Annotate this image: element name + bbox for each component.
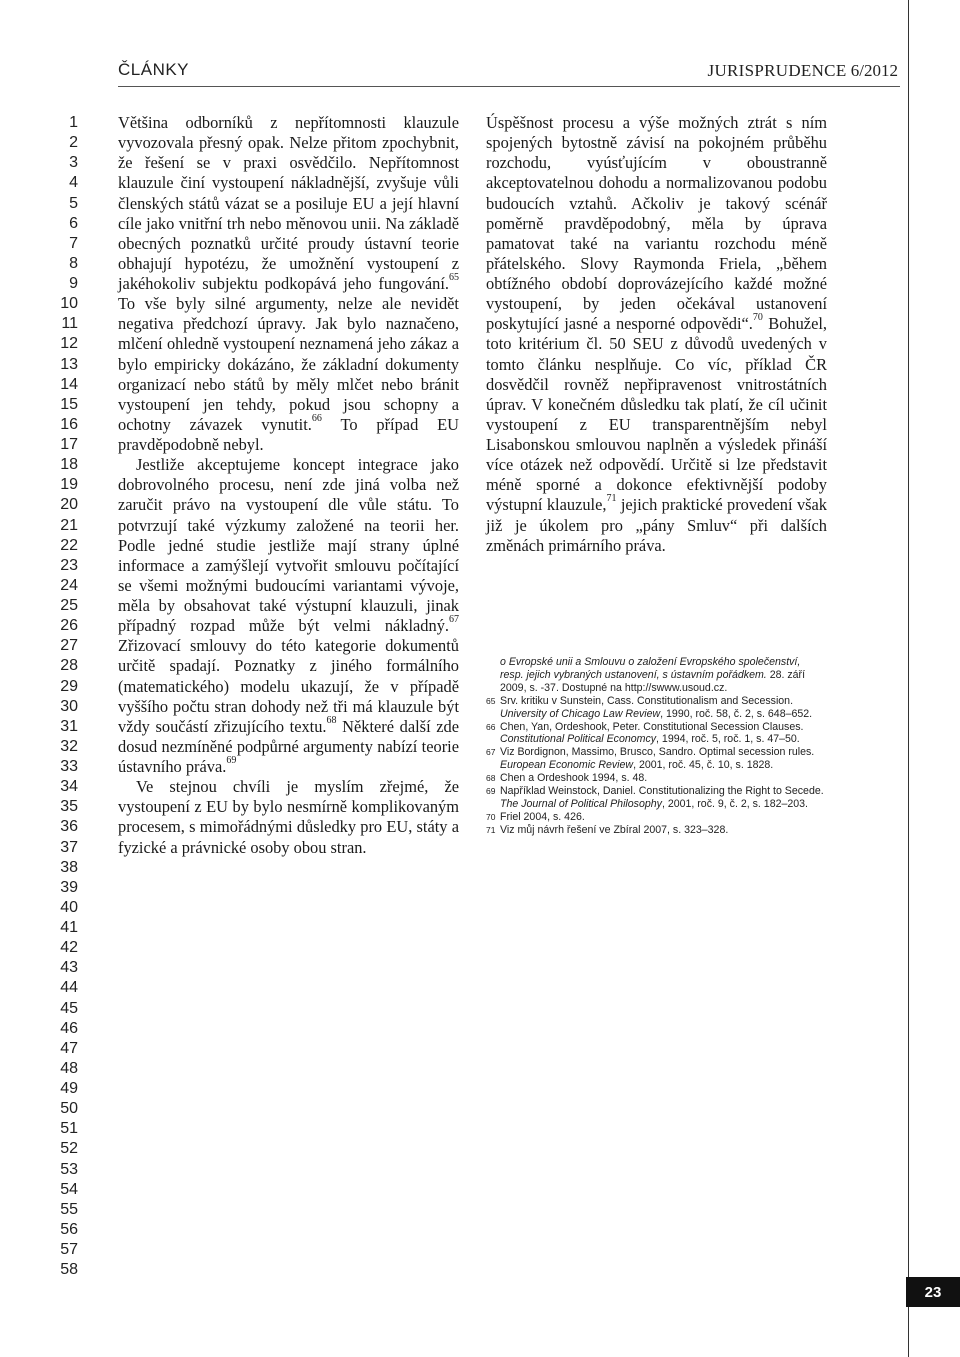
- line-number: 56: [60, 1220, 78, 1238]
- line-number: 15: [60, 395, 78, 413]
- line-number: 20: [60, 496, 78, 514]
- line-number: 24: [60, 576, 78, 594]
- footnote-text: [500, 811, 826, 824]
- right-margin-rule: [908, 0, 909, 1357]
- body-paragraph: [118, 777, 459, 858]
- footnote-number: 69: [486, 786, 496, 797]
- footnote-text-part: , 1994, roč. 5, roč. 1, s. 47–50.: [656, 733, 800, 746]
- footnote-ref[interactable]: 67: [449, 614, 459, 626]
- line-number: 34: [60, 778, 78, 796]
- paragraph-text: Zřizovací smlouvy do této kategorie dokumentů určitě spadají. Poznatky z jiného formálního (matematického) modelu ukazují, že v případě vyššího počtu stran dohody než tři má klauzule být vždy součástí zřizujícího textu.: [118, 636, 459, 736]
- footnote-text: [500, 721, 826, 747]
- right-column: [486, 113, 827, 556]
- line-number: 30: [60, 697, 78, 715]
- footnote-text-part: Friel 2004, s. 426.: [500, 810, 585, 823]
- page-number: 23: [906, 1277, 960, 1307]
- line-number: 35: [60, 798, 78, 816]
- footnote-text-part: Viz Bordignon, Massimo, Brusco, Sandro. Optimal secession rules.: [500, 746, 815, 759]
- line-number: 6: [69, 214, 78, 232]
- line-number: 38: [60, 858, 78, 876]
- line-number: 48: [60, 1059, 78, 1077]
- line-number: 52: [60, 1140, 78, 1158]
- line-number: 12: [60, 335, 78, 353]
- line-number: 39: [60, 878, 78, 896]
- line-number: 7: [69, 234, 78, 252]
- line-number: 40: [60, 898, 78, 916]
- line-number: 1: [69, 114, 78, 131]
- footnote-text-part: , 1990, roč. 58, č. 2, s. 648–652.: [660, 707, 813, 720]
- footnote-text-part: , 2001, roč. 9, č. 2, s. 182–203.: [661, 797, 808, 810]
- line-number: 8: [69, 254, 78, 272]
- body-paragraph: [486, 113, 827, 556]
- footnote-item: [486, 721, 826, 747]
- footnote-text-part: Viz můj návrh řešení ve Zbíral 2007, s. 323–328.: [500, 823, 729, 836]
- paragraph-text: Některé další zde dosud nezmíněné podpůrné argumenty nabízí teorie ústavního práva.: [118, 716, 459, 776]
- footnote-text: [500, 785, 826, 811]
- footnote-italic: Constitutional Political Economcy: [500, 733, 657, 746]
- footnote-item: [486, 746, 826, 772]
- footnote-item: [486, 772, 826, 785]
- paragraph-text: Ve stejnou chvíli je myslím zřejmé, že vystoupení z EU by bylo nesmírně komplikovaným procesem, s mimořádnými důsledky pro EU, státy a fyzické a právnické osoby obou stran.: [118, 777, 459, 857]
- footnote-number: 70: [486, 811, 496, 822]
- footnote-item: [486, 811, 826, 824]
- footnote-italic: University of Chicago Law Review: [500, 707, 661, 720]
- footnote-number: 68: [486, 773, 496, 784]
- footnote-number: 65: [486, 695, 496, 706]
- footnote-italic: European Economic Review: [500, 759, 634, 772]
- footnote-italic: o Evropské unii a Smlouvu o založení Evropského společenství, resp. jejich vybraných ustanovení, s ústavním pořádkem.: [500, 656, 801, 681]
- line-number: 21: [60, 516, 78, 534]
- line-number: 42: [60, 939, 78, 957]
- line-number: 54: [60, 1180, 78, 1198]
- line-number: 32: [60, 737, 78, 755]
- footnote-ref[interactable]: 71: [606, 493, 617, 505]
- body-paragraph: [118, 455, 459, 777]
- body-paragraph: [118, 113, 459, 455]
- paragraph-text: Úspěšnost procesu a výše možných ztrát s ním spojených bytostně závisí na pokojném průběhu rozchodu, vyúsťujícím v oboustranně akceptovatelnou dohodu a normalizovanou podobu budoucích vztahů. Ačkoliv je takový scénář poměrně pravděpodobný, měla by úprava pamatovat také na variantu rozchodu méně přátelského. Slovy Raymonda Friela, „během obtížného období doprovázejícího každé možné vystoupení, by jeden očekával ustanovení poskytující jasné a nesporné odpovědi“.: [486, 113, 827, 334]
- line-number: 14: [60, 375, 78, 393]
- line-number: 33: [60, 758, 78, 775]
- line-number: 49: [60, 1080, 78, 1097]
- footnote-ref[interactable]: 70: [752, 312, 763, 324]
- footnote-ref[interactable]: 66: [311, 412, 322, 424]
- footnote-number: 67: [486, 747, 496, 758]
- line-number: 25: [60, 597, 78, 614]
- paragraph-text: Jestliže akceptujeme koncept integrace jako dobrovolného procesu, není zde jiná volba než zaručit právo na vystoupení dle vůle státu. To potvrzují také výzkumy založené na teorii her. Podle jedné studie jestliže mají strany úplné informace a zamýšlejí vytvořit smlouvu počítající se všemi možnými budoucími variantami vývoje, měla by obsahovat také výstupní klauzuli, jinak případný rozpad může být velmi nákladný.: [118, 455, 459, 636]
- line-number: 26: [60, 617, 78, 635]
- footnote-italic: The Journal of Political Philosophy: [500, 797, 662, 810]
- footnotes: [486, 656, 826, 837]
- line-number: 16: [60, 415, 78, 433]
- footnote-item: [486, 824, 826, 837]
- footnote-text-part: Srv. kritiku v Sunstein, Cass. Constitutionalism and Secession.: [500, 694, 794, 707]
- line-number: 4: [69, 174, 78, 192]
- paragraph-text: Většina odborníků z nepřítomnosti klauzule vyvozovala přesný opak. Nelze přitom zpochybnit, že řešení se v praxi osvědčilo. Nepřítomnost klauzule činí vystoupení nákladnější, zvyšuje vůli členských států vázat se a posiluje EU a její hlavní cíle jako vnitřní trh nebo měnovou unii. Na základě obecných poznatků určité proudy ústavní teorie obhajují hypotézu, že umožnění vystoupení z jakéhokoliv subjektu podkopává jeho fungování.: [118, 113, 459, 293]
- footnote-text-part: Chen a Ordeshook 1994, s. 48.: [500, 772, 648, 785]
- footnote-number: 71: [486, 824, 496, 835]
- line-number: 27: [60, 637, 78, 655]
- line-number: 46: [60, 1019, 78, 1037]
- line-number: 44: [60, 979, 78, 997]
- footnote-continuation: [486, 656, 826, 695]
- footnote-ref[interactable]: 69: [226, 755, 237, 766]
- paragraph-text: To vše byly silné argumenty, nelze ale nevidět negativa předchozí úpravy. Jak bylo naznačeno, mlčení ohledně vystoupení neznamená jeho zákaz a bylo empiricky dokázáno, že základní dokumenty organizací nebo států by měly mlčet nebo bránit vystoupení jen tehdy, pokud jsou schopny a ochotny závazek vynutit.: [118, 294, 459, 434]
- line-number: 50: [60, 1100, 78, 1118]
- line-number: 41: [60, 919, 78, 936]
- footnote-item: [486, 695, 826, 721]
- paragraph-text: To případ EU pravděpodobně nebyl.: [118, 414, 459, 454]
- footnote-ref[interactable]: 68: [326, 714, 337, 726]
- footnote-number: 66: [486, 721, 496, 732]
- line-number: 36: [60, 818, 78, 836]
- journal-label: [708, 61, 898, 81]
- journal-name: JURISPRUDENCE: [707, 61, 847, 80]
- line-number: 9: [69, 275, 78, 292]
- line-number: 5: [69, 194, 78, 212]
- line-numbers: [38, 113, 78, 1280]
- footnote-item: [486, 785, 826, 811]
- line-number: 47: [60, 1039, 78, 1057]
- line-number: 53: [60, 1160, 78, 1178]
- footnote-text: [500, 746, 826, 772]
- journal-issue: 6/2012: [850, 61, 898, 80]
- line-number: 2: [69, 134, 78, 152]
- footnote-text: [500, 695, 826, 721]
- section-label: ČLÁNKY: [118, 60, 190, 79]
- left-column: [118, 113, 459, 858]
- line-number: 18: [60, 456, 78, 474]
- line-number: 55: [60, 1200, 78, 1218]
- footnote-text: [500, 824, 826, 837]
- line-number: 13: [60, 355, 78, 373]
- line-number: 19: [60, 476, 78, 494]
- footnote-text: 28. září 2009, s. -37. Dostupné na http://swww.usoud.cz.: [500, 668, 806, 694]
- line-number: 3: [69, 154, 78, 172]
- line-number: 31: [60, 717, 78, 735]
- line-number: 23: [60, 556, 78, 574]
- line-number: 45: [60, 999, 78, 1017]
- line-number: 29: [60, 677, 78, 695]
- footnote-text-part: Například Weinstock, Daniel. Constitutionalizing the Right to Secede.: [500, 785, 824, 798]
- line-number: 22: [60, 536, 78, 554]
- line-number: 17: [60, 436, 78, 453]
- header-rule: [118, 86, 900, 87]
- line-number: 58: [60, 1261, 78, 1279]
- line-number: 11: [61, 315, 78, 333]
- line-number: 57: [60, 1241, 78, 1258]
- footnote-ref[interactable]: 65: [449, 272, 459, 283]
- footnote-list: [486, 695, 826, 837]
- line-number: 28: [60, 657, 78, 675]
- line-number: 37: [60, 838, 78, 856]
- footnote-text-part: Chen, Yan, Ordeshook, Peter. Constitutional Secession Clauses.: [500, 720, 804, 733]
- footnote-text: [500, 772, 826, 785]
- line-number: 43: [60, 959, 78, 977]
- line-number: 10: [60, 295, 78, 313]
- paragraph-text: Bohužel, toto kritérium čl. 50 SEU z důvodů uvedených v tomto článku nesplňuje. Co víc, příklad ČR dosvědčil rovněž nepřipravenost vnitrostátních úprav. V konečném důsledku tak platí, že cíl učinit vystoupení z EU transparentnějším nebyl Lisabonskou smlouvou naplněn a výsledek přináší více otázek než odpovědí. Určitě si lze představit méně sporné a dokonce efektivnější podoby výstupní klauzule,: [486, 314, 827, 515]
- line-number: 51: [60, 1120, 78, 1138]
- paragraph-text: jejich praktické provedení však již je úkolem pro „pány Smluv“ při dalších změnách primárního práva.: [486, 495, 827, 555]
- footnote-text-part: , 2001, roč. 45, č. 10, s. 1828.: [633, 759, 774, 772]
